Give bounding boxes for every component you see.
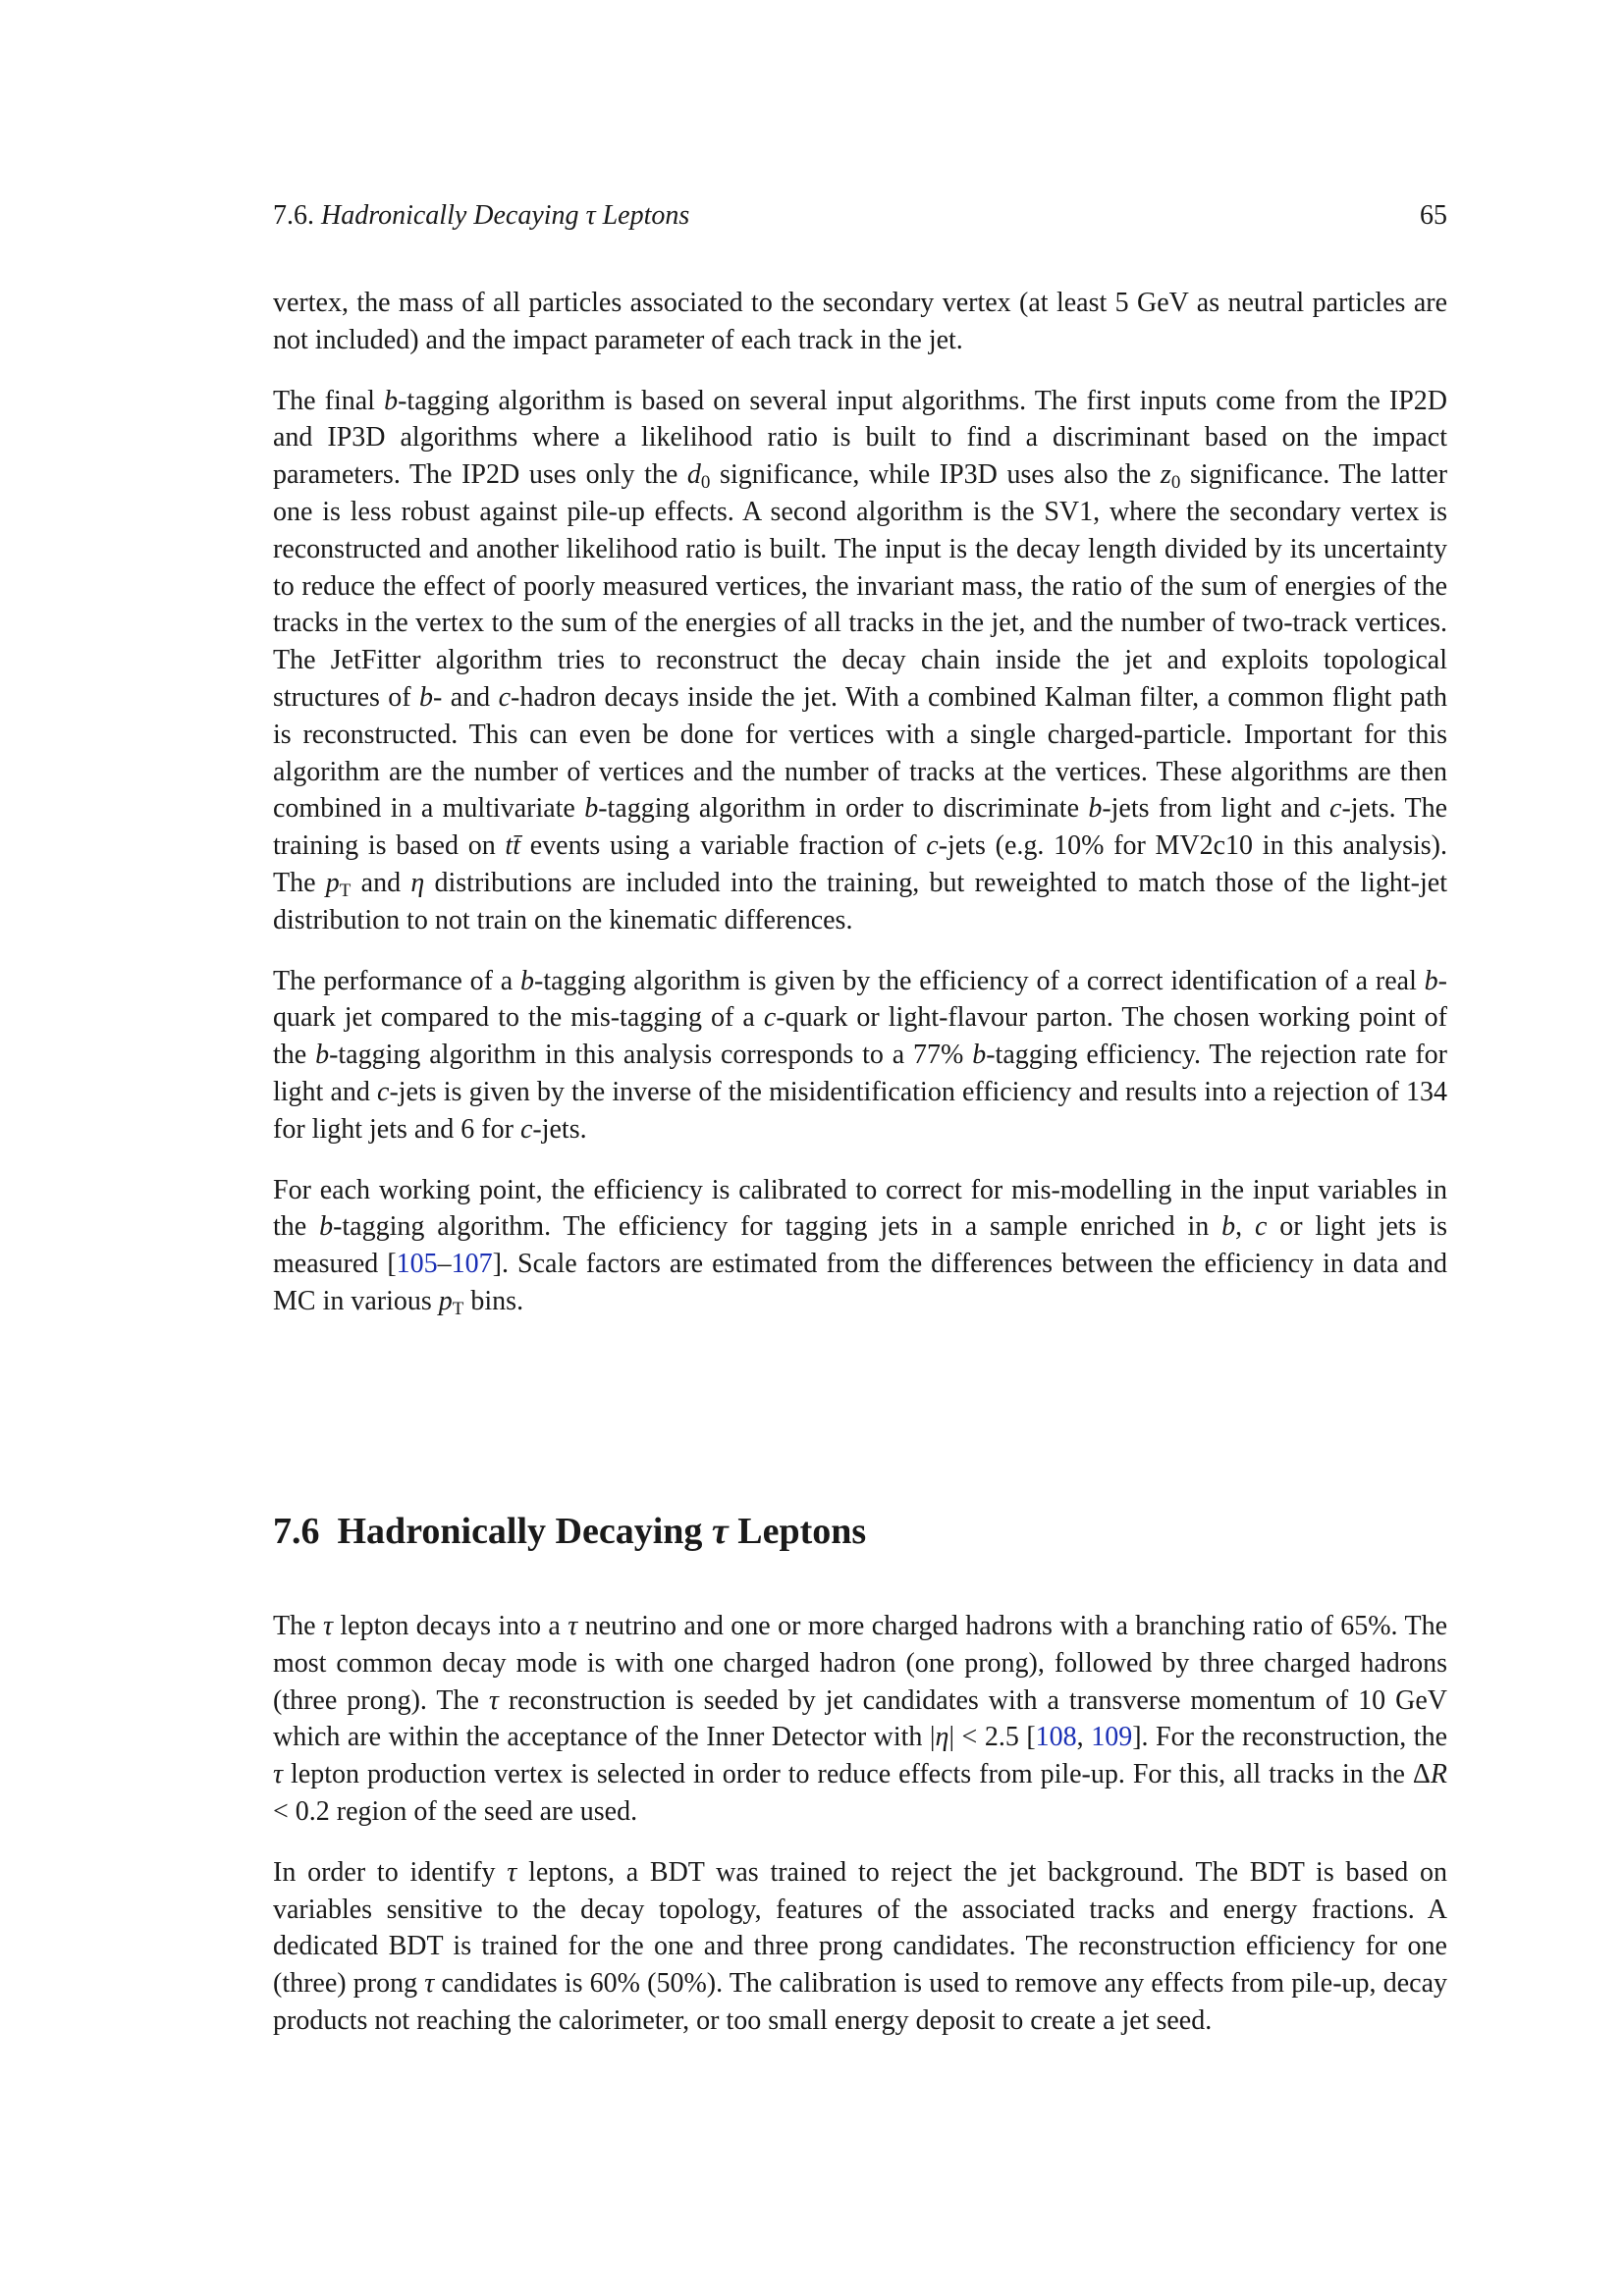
paragraph-3: The performance of a b-tagging algorithm is given by the efficiency of a correct identification of a real b-quark jet compared to the mis-tagging of a c-quark or light-flavour parton. The chosen working point of the b-tagging algorithm in this analysis corresponds to a 77% b-tagging efficiency. The rejection rate for light and c-jets is given by the inverse of the misidentification efficiency and results into a rejection of 134 for light jets and 6 for c-jets. bbox=[273, 965, 1448, 1145]
paragraph-2: The final b-tagging algorithm is based on several input algorithms. The first inputs come from the IP2D and IP3D algorithms where a likelihood ratio is built to find a discriminant based on the impact parameters. The IP2D uses only the $d_0$ significance, while IP3D uses also the $z_0$ significance. The latter one is less robust against pile-up effects. A second algorithm is the SV1, where the secondary vertex is reconstructed and another likelihood ratio is built. The input is the decay length divided by its uncertainty to reduce the effect of poorly measured vertices, the invariant mass, the ratio of the sum of energies of the tracks in the vertex to the sum of the energies of all tracks in the jet, and the number of two-track vertices. The JetFitter algorithm tries to reconstruct the decay chain inside the jet and exploits topological structures of b- and c-hadron decays inside the jet. With a combined Kalman filter, a common flight path is reconstructed. This can even be done for vertices with a single charged-particle. Important for this algorithm are the number of vertices and the number of tracks at the vertices. These algorithms are then combined in a multivariate b-tagging algorithm in order to discriminate b-jets from light and c-jets. The training is based on tt̄ events using a variable fraction of c-jets (e.g. 10% for MV2c10 in this analysis). The $p_T$ and η distributions are included into the training, but reweighted to match those of the light-jet distribution to not train on the kinematic differences. bbox=[273, 385, 1448, 935]
paragraph-4: For each working point, the efficiency is calibrated to correct for mis-modelling in the input variables in the b-tagging algorithm. The efficiency for tagging jets in a sample enriched in b, c or light jets is measured [105–107]. Scale factors are estimated from the differences between the efficiency in data and MC in various $p_T$ bins. bbox=[273, 1174, 1447, 1319]
section-title: Hadronically Decaying τ Leptons bbox=[337, 1511, 867, 1552]
section-number: 7.6 bbox=[273, 1511, 320, 1552]
running-header bbox=[273, 196, 1447, 236]
paragraph-6: In order to identify τ leptons, a BDT was trained to reject the jet background. The BDT is based on variables sensitive to the decay topology, features of the associated tracks and energy fractions. A dedicated BDT is trained for the one and three prong candidates. The reconstruction efficiency for one (three) prong τ candidates is 60% (50%). The calibration is used to remove any effects from pile-up, decay products not reaching the calorimeter, or too small energy deposit to create a jet seed. bbox=[273, 1856, 1447, 2036]
section-heading bbox=[273, 1506, 1447, 1557]
body-text-block-1 bbox=[273, 285, 1447, 1344]
paragraph-5: The τ lepton decays into a τ neutrino and one or more charged hadrons with a branching ratio of 65%. The most common decay mode is with one charged hadron (one prong), followed by three charged hadrons (three prong). The τ reconstruction is seeded by jet candidates with a transverse momentum of 10 GeV which are within the acceptance of the Inner Detector with |η| < 2.5 [108, 109]. For the reconstruction, the τ lepton production vertex is selected in order to reduce effects from pile-up. For this, all tracks in the ΔR < 0.2 region of the seed are used. bbox=[273, 1611, 1448, 1827]
paragraph-1: vertex, the mass of all particles associated to the secondary vertex (at least 5 GeV as neutral particles are not included) and the impact parameter of each track in the jet. bbox=[273, 288, 1447, 355]
body-text-block-2 bbox=[273, 1608, 1447, 2063]
page-number: 65 bbox=[1420, 200, 1447, 231]
citation-link-105[interactable]: 105 bbox=[396, 1249, 438, 1280]
citation-link-108[interactable]: 108 bbox=[1035, 1722, 1077, 1753]
citation-link-109[interactable]: 109 bbox=[1091, 1722, 1133, 1753]
citation-link-107[interactable]: 107 bbox=[451, 1249, 493, 1280]
header-section-title: 7.6. Hadronically Decaying τ Leptons bbox=[273, 200, 690, 231]
